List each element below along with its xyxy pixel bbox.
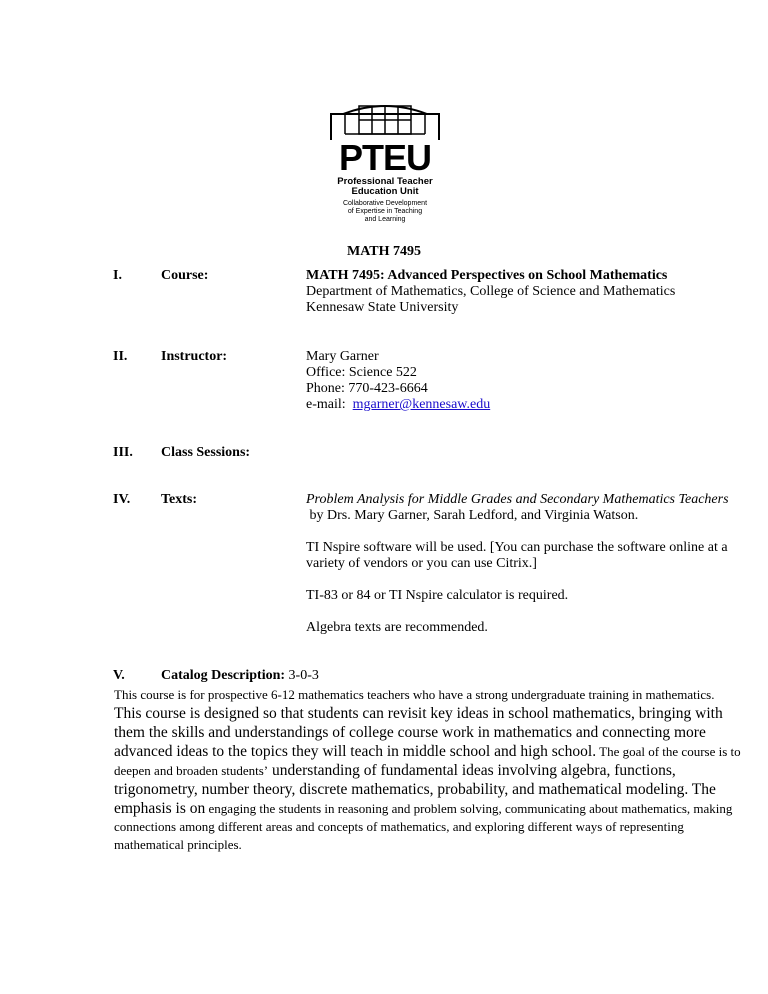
instructor-details	[306, 349, 736, 413]
pteu-logo	[325, 100, 445, 230]
algebra-note: Algebra texts are recommended.	[306, 620, 488, 635]
logo-tagline-1: Collaborative Development	[342, 200, 428, 207]
section-label: Catalog Description:	[161, 668, 286, 683]
course-university: Kennesaw State University	[306, 300, 459, 315]
catalog-text-4: understanding of fundamental ideas involving algebra, functions, trigonometry, number theory, discrete mathematics, probability, and mathematical modeling. The emphasis is on	[114, 762, 716, 817]
catalog-body	[114, 685, 744, 854]
course-title: MATH 7495: Advanced Perspectives on School Mathematics	[306, 268, 668, 283]
section-number: IV.	[113, 492, 131, 507]
catalog-hours: 3-0-3	[285, 668, 319, 683]
catalog-text-5: engaging the students in reasoning and problem solving, communicating about mathematics, making connections among different areas and concepts of mathematics, and exploring different ways of representing mathematical principles.	[114, 801, 733, 852]
building-grid-icon	[325, 100, 445, 142]
section-label: Instructor:	[161, 349, 228, 364]
section-label: Class Sessions:	[161, 445, 251, 460]
instructor-office: Office: Science 522	[306, 365, 417, 380]
textbook-title: Problem Analysis for Middle Grades and Secondary Mathematics Teachers	[306, 492, 729, 507]
logo-title: PTEU	[338, 137, 431, 178]
catalog-text-1: This course is for prospective 6-12 mathematics teachers who have a strong undergraduate training in mathematics.	[114, 687, 715, 702]
catalog-heading	[161, 668, 744, 684]
catalog-text-2: This course is designed so that students can revisit key ideas in school mathematics, bringing with them the skills and understandings of college course work in mathematics and connecting more advanced ideas to the topics they will teach in middle school and high school.	[114, 705, 723, 760]
email-prefix: e-mail:	[306, 397, 353, 412]
section-number: III.	[113, 445, 133, 460]
texts-details	[306, 492, 746, 636]
calculator-note: TI-83 or 84 or TI Nspire calculator is required.	[306, 588, 569, 603]
textbook-authors: by Drs. Mary Garner, Sarah Ledford, and Virginia Watson.	[306, 508, 639, 523]
course-details	[306, 268, 736, 316]
section-number: II.	[113, 349, 128, 364]
instructor-phone: Phone: 770-423-6664	[306, 381, 428, 396]
catalog-text-3: The goal of the course is to deepen and broaden students’	[114, 744, 741, 778]
section-number: V.	[113, 668, 125, 683]
logo-tagline-3: and Learning	[364, 216, 406, 223]
logo-tagline	[325, 200, 445, 224]
logo-line-1: Professional Teacher	[337, 176, 433, 187]
section-number: I.	[113, 268, 122, 283]
section-label: Course:	[161, 268, 209, 283]
instructor-name: Mary Garner	[306, 349, 379, 364]
logo-line-2: Education Unit	[351, 186, 419, 197]
section-label: Texts:	[161, 492, 198, 507]
document-code: MATH 7495	[346, 244, 421, 259]
instructor-email-link[interactable]: mgarner@kennesaw.edu	[352, 397, 491, 412]
logo-subtitle	[325, 177, 445, 224]
section-catalog-description	[114, 668, 744, 854]
instructor-email-line	[306, 397, 736, 413]
course-department: Department of Mathematics, College of Science and Mathematics	[306, 284, 676, 299]
logo-tagline-2: of Expertise in Teaching	[347, 208, 423, 215]
software-note: TI Nspire software will be used. [You can purchase the software online at a variety of vendors or you can use Citrix.]	[306, 540, 728, 571]
